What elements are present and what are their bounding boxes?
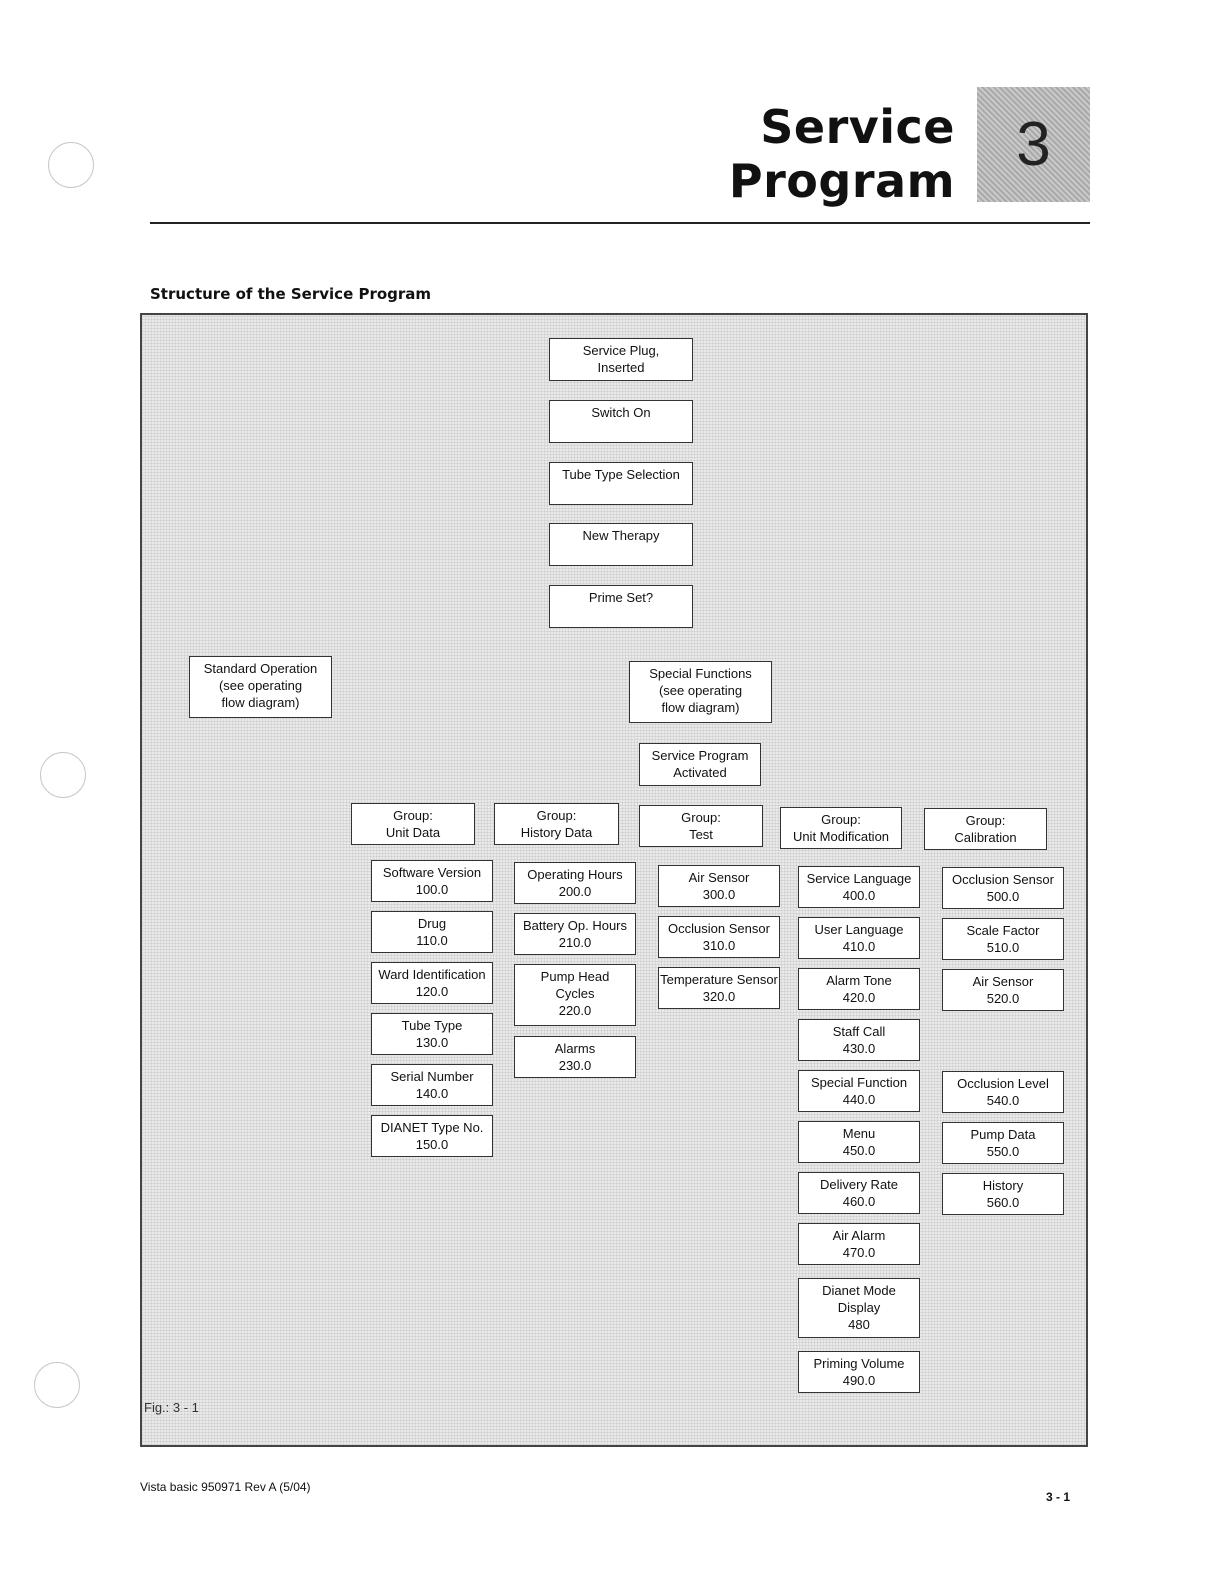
item-alarm-tone: [798, 968, 920, 1010]
item-air-alarm: [798, 1223, 920, 1265]
item-drug: [371, 911, 493, 953]
box-line: Group:: [393, 808, 433, 823]
box-line: 510.0: [986, 940, 1020, 955]
item-special-function: [798, 1070, 920, 1112]
item-user-language: [798, 917, 920, 959]
box-line: 200.0: [558, 884, 592, 899]
box-line: Staff Call: [832, 1024, 886, 1039]
box-line: Special Function: [810, 1075, 908, 1090]
item-software-version: [371, 860, 493, 902]
box-line: Air Sensor: [972, 974, 1034, 989]
item-occlusion-sensor-calibration: [942, 867, 1064, 909]
box-line: 310.0: [702, 938, 736, 953]
punch-hole-middle: [40, 752, 86, 798]
box-line: User Language: [814, 922, 904, 937]
item-occlusion-level: [942, 1071, 1064, 1113]
flow-box-service-plug: [549, 338, 693, 381]
box-line: Battery Op. Hours: [522, 918, 628, 933]
group-unit-data: [351, 803, 475, 845]
box-line: 500.0: [986, 889, 1020, 904]
box-line: 430.0: [842, 1041, 876, 1056]
box-line: 140.0: [415, 1086, 449, 1101]
box-line: Dianet Mode: [822, 1283, 896, 1298]
flow-box-tube-type-selection: [549, 462, 693, 505]
box-line: Service Plug,: [582, 343, 660, 358]
box-line: 450.0: [842, 1143, 876, 1158]
box-line: Standard Operation: [203, 661, 318, 676]
footer-page-number: 3 - 1: [1046, 1490, 1071, 1504]
service-program-diagram: [140, 313, 1088, 1447]
box-line: 550.0: [986, 1144, 1020, 1159]
box-line: 520.0: [986, 991, 1020, 1006]
box-line: Serial Number: [390, 1069, 474, 1084]
box-line: Menu: [842, 1126, 876, 1141]
standard-operation-box: [189, 656, 332, 718]
box-line: 460.0: [842, 1194, 876, 1209]
box-line: 490.0: [842, 1373, 876, 1388]
box-line: 130.0: [415, 1035, 449, 1050]
item-priming-volume: [798, 1351, 920, 1393]
box-line: Software Version: [382, 865, 482, 880]
box-line: (see operating: [658, 683, 743, 698]
box-line: Operating Hours: [527, 867, 623, 882]
box-line: 110.0: [416, 933, 448, 948]
item-occlusion-sensor-test: [658, 916, 780, 958]
box-line: 120.0: [415, 984, 449, 999]
special-functions-box: [629, 661, 772, 723]
item-scale-factor: [942, 918, 1064, 960]
box-line: 220.0: [558, 1003, 592, 1018]
box-line: Display: [837, 1300, 881, 1315]
box-line: 300.0: [702, 887, 736, 902]
box-line: Temperature Sensor: [660, 972, 778, 987]
box-line: 320.0: [702, 989, 736, 1004]
box-line: Occlusion Sensor: [952, 872, 1054, 887]
box-line: 560.0: [986, 1195, 1020, 1210]
box-line: History: [982, 1178, 1024, 1193]
item-pump-data: [942, 1122, 1064, 1164]
box-line: History Data: [520, 825, 593, 840]
box-line: 230.0: [558, 1058, 592, 1073]
box-line: Scale Factor: [966, 923, 1040, 938]
page-title: Service Program: [728, 100, 955, 208]
group-calibration: [924, 808, 1047, 850]
item-staff-call: [798, 1019, 920, 1061]
box-line: Priming Volume: [813, 1356, 905, 1371]
item-pump-head-cycles: [514, 964, 636, 1026]
item-battery-op-hours: [514, 913, 636, 955]
box-line: Unit Modification: [792, 829, 890, 844]
box-line: Group:: [681, 810, 721, 825]
box-line: Prime Set?: [588, 590, 654, 605]
item-ward-identification: [371, 962, 493, 1004]
box-line: 440.0: [842, 1092, 876, 1107]
box-line: Group:: [536, 808, 577, 823]
box-line: Alarm Tone: [826, 973, 892, 988]
box-line: Group:: [965, 813, 1006, 828]
item-operating-hours: [514, 862, 636, 904]
box-line: Pump Data: [970, 1127, 1036, 1142]
box-line: Service Language: [806, 871, 912, 886]
flow-box-new-therapy: [549, 523, 693, 566]
item-history: [942, 1173, 1064, 1215]
box-line: Air Sensor: [688, 870, 750, 885]
box-line: flow diagram): [221, 695, 300, 710]
box-line: Occlusion Level: [957, 1076, 1049, 1091]
box-line: 150.0: [415, 1137, 449, 1152]
item-temperature-sensor: [658, 967, 780, 1009]
item-service-language: [798, 866, 920, 908]
chapter-tab: [977, 87, 1090, 202]
box-line: Alarms: [554, 1041, 596, 1056]
box-line: Ward Identification: [378, 967, 486, 982]
section-heading: Structure of the Service Program: [150, 285, 432, 303]
box-line: 420.0: [842, 990, 876, 1005]
box-line: 540.0: [986, 1093, 1020, 1108]
box-line: 470.0: [842, 1245, 876, 1260]
box-line: Pump Head: [540, 969, 610, 984]
item-dianet-type-no: [371, 1115, 493, 1157]
item-tube-type: [371, 1013, 493, 1055]
box-line: Service Program: [651, 748, 749, 763]
flow-box-prime-set: [549, 585, 693, 628]
box-line: Calibration: [954, 830, 1017, 845]
figure-label: Fig.: 3 - 1: [144, 1400, 199, 1415]
box-line: Test: [689, 827, 713, 842]
box-line: 210.0: [558, 935, 592, 950]
box-line: (see operating: [218, 678, 303, 693]
box-line: Drug: [417, 916, 447, 931]
box-line: 100.0: [415, 882, 449, 897]
box-line: Delivery Rate: [819, 1177, 899, 1192]
group-unit-modification: [780, 807, 902, 849]
item-dianet-mode-display: [798, 1278, 920, 1338]
item-air-sensor-calibration: [942, 969, 1064, 1011]
box-line: Cycles: [555, 986, 595, 1001]
item-air-sensor-test: [658, 865, 780, 907]
box-line: Group:: [821, 812, 861, 827]
group-test: [639, 805, 763, 847]
box-line: Tube Type Selection: [562, 467, 680, 482]
footer-document-ref: Vista basic 950971 Rev A (5/04): [140, 1480, 311, 1494]
box-line: Tube Type: [401, 1018, 463, 1033]
item-menu: [798, 1121, 920, 1163]
box-line: Inserted: [597, 360, 645, 375]
service-program-activated-box: [639, 743, 761, 786]
box-line: 480: [848, 1317, 870, 1332]
box-line: Air Alarm: [832, 1228, 886, 1243]
box-line: Activated: [673, 765, 727, 780]
chapter-number: 3: [1016, 110, 1051, 179]
item-delivery-rate: [798, 1172, 920, 1214]
box-line: Switch On: [591, 405, 651, 420]
flow-box-switch-on: [549, 400, 693, 443]
item-serial-number: [371, 1064, 493, 1106]
punch-hole-bottom: [34, 1362, 80, 1408]
group-history-data: [494, 803, 619, 845]
header-rule: [150, 222, 1090, 224]
box-line: DIANET Type No.: [380, 1120, 484, 1135]
box-line: flow diagram): [661, 700, 740, 715]
box-line: Special Functions: [649, 666, 752, 681]
box-line: 410.0: [842, 939, 876, 954]
box-line: New Therapy: [582, 528, 660, 543]
item-alarms: [514, 1036, 636, 1078]
punch-hole-top: [48, 142, 94, 188]
box-line: Unit Data: [385, 825, 441, 840]
box-line: 400.0: [842, 888, 876, 903]
box-line: Occlusion Sensor: [668, 921, 770, 936]
